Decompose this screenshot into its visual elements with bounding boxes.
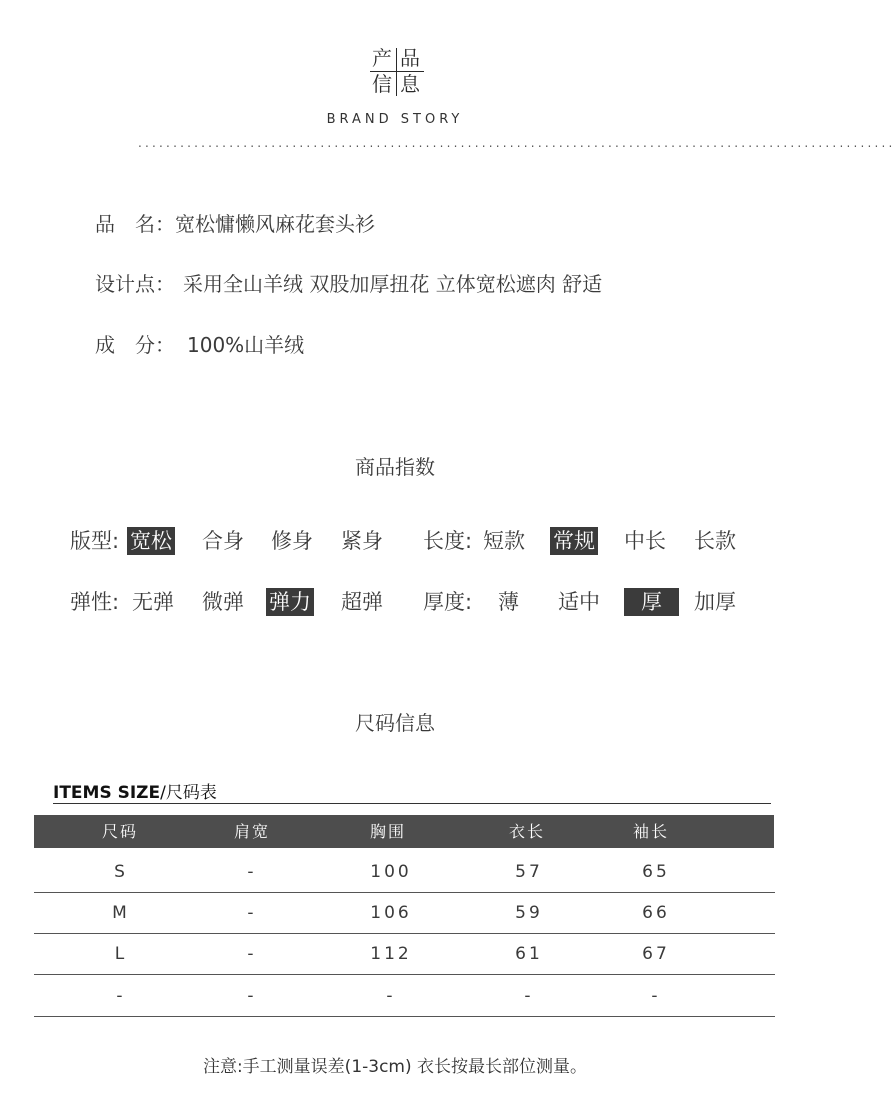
logo-divider-horizontal [370,71,424,72]
table-cell: 66 [642,903,670,923]
table-cell: - [247,903,257,923]
table-row [34,976,775,1017]
design-value: 采用全山羊绒 双股加厚扭花 立体宽松遮肉 舒适 [183,272,603,296]
table-cell: 67 [642,944,670,964]
design-row [95,268,602,297]
material-row [95,329,304,358]
table-cell: - [116,986,126,1006]
thickness-label: 厚度: [423,590,473,614]
logo-char: 信 [372,72,392,96]
table-cell: - [247,862,257,882]
length-option: 中长 [624,529,666,553]
table-cell: M [112,903,130,923]
material-label: 成 分： [95,333,175,357]
table-cell: - [386,986,396,1006]
table-cell: 57 [515,862,543,882]
elastic-option: 微弹 [202,590,244,614]
fit-label: 版型: [70,529,120,553]
dotted-divider: ............................................................................................................ [138,136,896,150]
table-cell: - [651,986,661,1006]
table-row [34,852,775,893]
thickness-option-selected: 厚 [624,588,679,616]
column-header: 衣长 [508,822,545,841]
measurement-note: 注意:手工测量误差(1-3cm) 衣长按最长部位测量。 [202,1057,588,1077]
length-option-selected: 常规 [550,527,598,555]
elastic-option: 无弹 [132,590,174,614]
column-header: 袖长 [632,822,669,841]
fit-option: 合身 [202,529,244,553]
product-name-value: 宽松慵懒风麻花套头衫 [175,212,375,236]
length-option: 短款 [483,529,525,553]
thickness-option: 薄 [498,590,519,614]
table-cell: - [247,986,257,1006]
size-section-title: 尺码信息 [355,711,435,735]
elastic-option: 超弹 [341,590,383,614]
size-table-title [53,778,217,803]
table-cell: 106 [370,903,412,923]
design-label: 设计点： [95,272,175,296]
table-cell: 59 [515,903,543,923]
elastic-label: 弹性: [70,590,120,614]
index-section-title: 商品指数 [355,455,435,479]
logo-divider-vertical [396,48,397,96]
size-table-header [34,815,774,848]
material-value: 100%山羊绒 [187,333,305,357]
table-cell: S [114,862,128,882]
size-table-title-rest: /尺码表 [160,783,217,803]
table-row [34,934,775,975]
logo-char: 品 [400,46,420,70]
table-cell: 100 [370,862,412,882]
table-cell: 65 [642,862,670,882]
elastic-option-selected: 弹力 [266,588,314,616]
brand-story-heading: BRAND STORY [326,112,464,127]
product-name-row [95,208,375,237]
table-cell: L [114,944,128,964]
length-label: 长度: [423,529,473,553]
column-header: 胸围 [369,822,406,841]
product-name-label: 品 名： [95,212,175,236]
logo-char: 息 [400,72,420,96]
length-option: 长款 [694,529,736,553]
fit-option-selected: 宽松 [127,527,175,555]
brand-logo [370,46,424,98]
column-header: 肩宽 [233,822,270,841]
table-cell: - [247,944,257,964]
table-cell: - [524,986,534,1006]
logo-char: 产 [372,46,392,70]
table-row [34,893,775,934]
thickness-option: 适中 [558,590,600,614]
fit-option: 紧身 [341,529,383,553]
thickness-option: 加厚 [694,590,736,614]
table-cell: 61 [515,944,543,964]
size-table-title-underline [53,803,771,804]
table-cell: 112 [370,944,412,964]
fit-option: 修身 [271,529,313,553]
column-header: 尺码 [101,822,138,841]
size-table-title-bold: ITEMS SIZE [53,783,161,803]
